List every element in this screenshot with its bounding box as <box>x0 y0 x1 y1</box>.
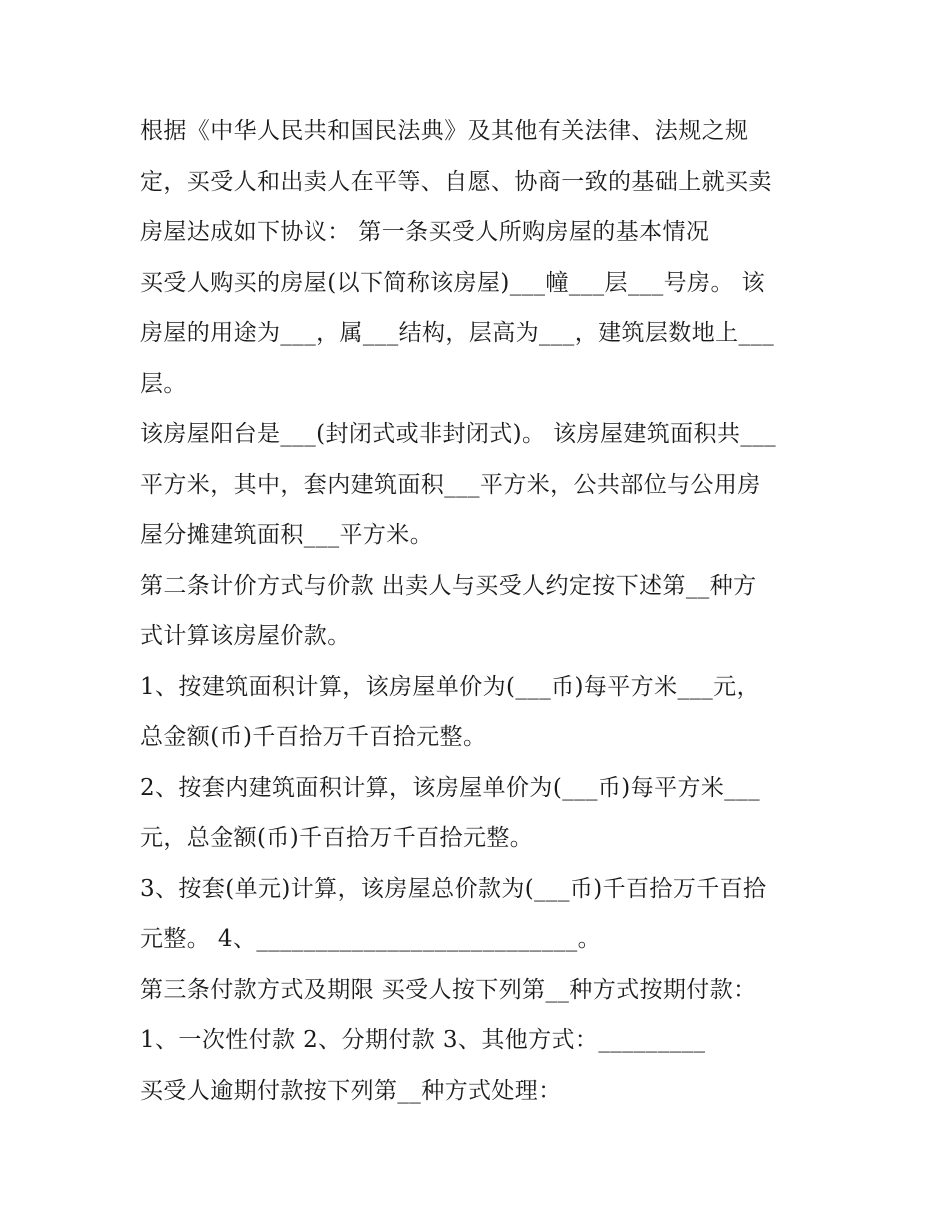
text-line-balcony: 该房屋阳台是___(封闭式或非封闭式)。 该房屋建筑面积共___ <box>140 421 777 447</box>
text-line-option-1: 1、按建筑面积计算，该房屋单价为(___币)每平方米___元， <box>140 673 760 700</box>
text-line-payment-options: 1、一次性付款 2、分期付款 3、其他方式：_________ <box>140 1027 706 1053</box>
text-line-article-2-cont: 式计算该房屋价款。 <box>140 623 351 649</box>
text-line-legal-basis-2: 定，买受人和出卖人在平等、自愿、协商一致的基础上就买卖 <box>140 168 772 195</box>
text-line-option-2-total: 元，总金额(币)千百拾万千百拾元整。 <box>140 825 534 851</box>
text-line-house-location: 买受人购买的房屋(以下简称该房屋)___幢___层___号房。 该 <box>140 269 765 296</box>
text-line-house-usage-end: 层。 <box>140 370 187 397</box>
text-line-article-1-title: 房屋达成如下协议： 第一条买受人所购房屋的基本情况 <box>140 219 710 245</box>
text-line-option-2: 2、按套内建筑面积计算，该房屋单价为(___币)每平方米___ <box>140 774 760 801</box>
text-line-option-3-4: 元整。 4、___________________________。 <box>140 926 602 952</box>
text-line-area: 平方米，其中，套内建筑面积___平方米，公共部位与公用房 <box>140 471 761 498</box>
text-line-option-3: 3、按套(单元)计算，该房屋总价款为(___币)千百拾万千百拾 <box>140 875 767 902</box>
text-line-overdue-payment: 买受人逾期付款按下列第__种方式处理： <box>140 1077 562 1104</box>
text-line-option-1-total: 总金额(币)千百拾万千百拾元整。 <box>140 724 487 750</box>
text-line-article-3-title: 第三条付款方式及期限 买受人按下列第__种方式按期付款： <box>140 976 757 1003</box>
text-line-article-2-title: 第二条计价方式与价款 出卖人与买受人约定按下述第__种方 <box>140 572 757 599</box>
contract-body <box>140 106 820 1116</box>
text-line-shared-area: 屋分摊建筑面积___平方米。 <box>140 522 434 548</box>
text-line-legal-basis-1: 根据《中华人民共和国民法典》及其他有关法律、法规之规 <box>140 118 749 144</box>
text-line-house-usage: 房屋的用途为___，属___结构，层高为___，建筑层数地上___ <box>140 320 775 346</box>
